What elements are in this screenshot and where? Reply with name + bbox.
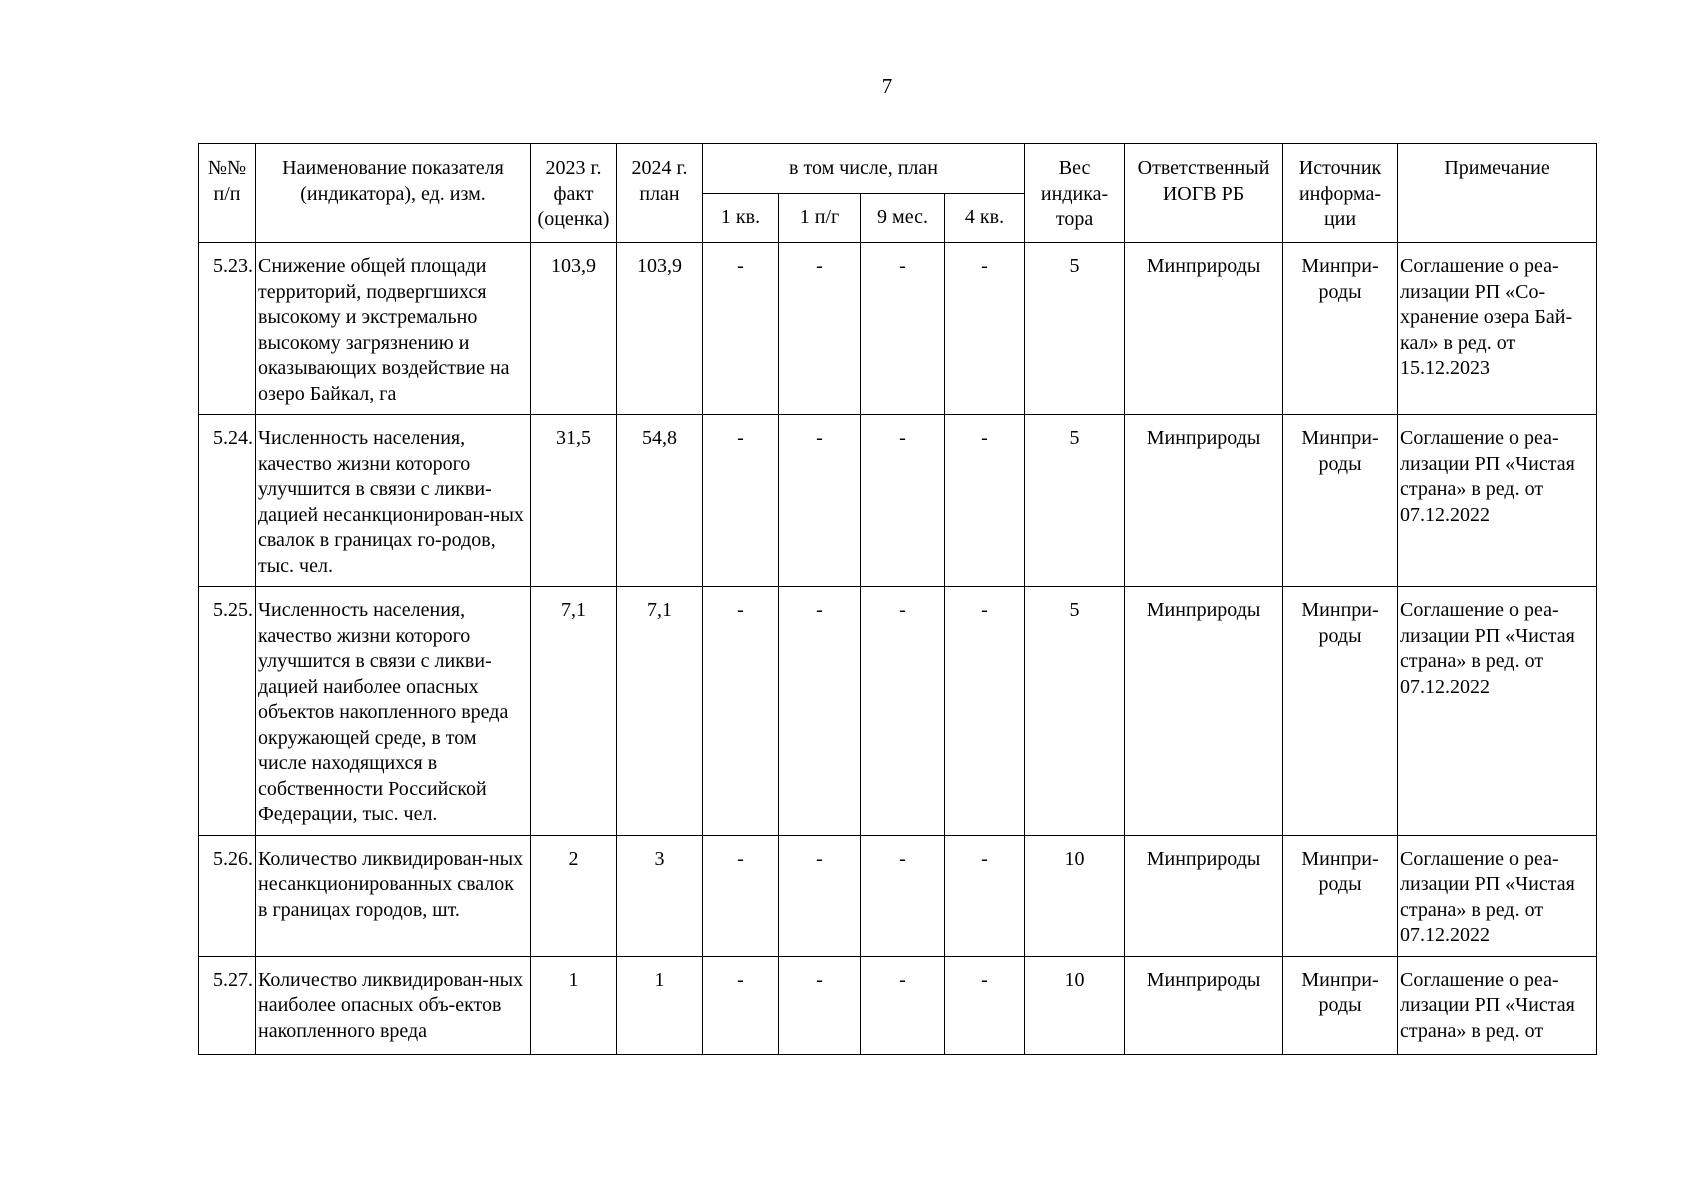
header-name: Наименование показателя (индикатора), ед. изм. [256,144,531,243]
cell-note: Соглашение о реа-лизации РП «Чистая страна» в ред. от 07.12.2022 [1398,415,1597,587]
cell-name: Количество ликвидирован-ных несанкционированных свалок в границах городов, шт. [256,835,531,956]
cell-9m: - [861,243,945,415]
header-9m: 9 мес. [861,194,945,243]
cell-q1: - [703,415,779,587]
cell-2023: 103,9 [531,243,617,415]
header-q4: 4 кв. [945,194,1025,243]
cell-num: 5.25. [199,587,256,836]
header-weight: Вес индика-тора [1025,144,1125,243]
cell-q4: - [945,587,1025,836]
cell-2023: 31,5 [531,415,617,587]
header-h1: 1 п/г [779,194,861,243]
table-row [199,956,1597,1054]
table-row [199,415,1597,587]
cell-q1: - [703,243,779,415]
cell-h1: - [779,243,861,415]
page-number: 7 [881,74,893,98]
cell-2024: 103,9 [617,243,703,415]
cell-q4: - [945,415,1025,587]
header-incl-plan: в том числе, план [703,144,1025,194]
cell-note: Соглашение о реа-лизации РП «Чистая страна» в ред. от 07.12.2022 [1398,835,1597,956]
cell-num: 5.24. [199,415,256,587]
cell-note: Соглашение о реа-лизации РП «Со-хранение озера Бай-кал» в ред. от 15.12.2023 [1398,243,1597,415]
cell-weight: 5 [1025,587,1125,836]
cell-weight: 10 [1025,956,1125,1054]
cell-2024: 7,1 [617,587,703,836]
cell-2024: 3 [617,835,703,956]
cell-9m: - [861,415,945,587]
cell-2024: 54,8 [617,415,703,587]
cell-responsible: Минприроды [1125,587,1283,836]
cell-source: Минпри-роды [1283,956,1398,1054]
cell-source: Минпри-роды [1283,587,1398,836]
cell-name: Количество ликвидирован-ных наиболее опасных объ-ектов накопленного вреда [256,956,531,1054]
cell-weight: 10 [1025,835,1125,956]
table-row [199,835,1597,956]
cell-num: 5.23. [199,243,256,415]
cell-2024: 1 [617,956,703,1054]
table-header [199,144,1597,243]
cell-2023: 7,1 [531,587,617,836]
header-num: №№ п/п [199,144,256,243]
header-2024: 2024 г. план [617,144,703,243]
cell-q1: - [703,835,779,956]
cell-9m: - [861,587,945,836]
table-row [199,587,1597,836]
indicators-table [198,143,1597,1055]
cell-source: Минпри-роды [1283,415,1398,587]
cell-responsible: Минприроды [1125,835,1283,956]
cell-source: Минпри-роды [1283,835,1398,956]
header-source: Источник информа-ции [1283,144,1398,243]
cell-name: Численность населения, качество жизни которого улучшится в связи с ликви-дацией несанкционирован-ных свалок в границах го-родов, тыс. чел. [256,415,531,587]
header-2023: 2023 г. факт (оценка) [531,144,617,243]
cell-2023: 1 [531,956,617,1054]
table-row [199,243,1597,415]
cell-q4: - [945,243,1025,415]
cell-responsible: Минприроды [1125,415,1283,587]
cell-q4: - [945,835,1025,956]
cell-weight: 5 [1025,243,1125,415]
cell-name: Численность населения, качество жизни которого улучшится в связи с ликви-дацией наиболее опасных объектов накопленного вреда окружающей среде, в том числе находящихся в собственности Российской Федерации, тыс. чел. [256,587,531,836]
cell-note: Соглашение о реа-лизации РП «Чистая страна» в ред. от 07.12.2022 [1398,587,1597,836]
cell-h1: - [779,835,861,956]
cell-q1: - [703,956,779,1054]
header-q1: 1 кв. [703,194,779,243]
cell-note: Соглашение о реа-лизации РП «Чистая страна» в ред. от [1398,956,1597,1054]
cell-responsible: Минприроды [1125,956,1283,1054]
cell-h1: - [779,415,861,587]
cell-num: 5.27. [199,956,256,1054]
cell-responsible: Минприроды [1125,243,1283,415]
header-note: Примечание [1398,144,1597,243]
cell-2023: 2 [531,835,617,956]
cell-h1: - [779,956,861,1054]
cell-9m: - [861,835,945,956]
table-body [199,243,1597,1055]
cell-9m: - [861,956,945,1054]
cell-q4: - [945,956,1025,1054]
header-responsible: Ответственный ИОГВ РБ [1125,144,1283,243]
cell-q1: - [703,587,779,836]
cell-name: Снижение общей площади территорий, подвергшихся высокому и экстремально высокому загрязнению и оказывающих воздействие на озеро Байкал, га [256,243,531,415]
cell-source: Минпри-роды [1283,243,1398,415]
cell-num: 5.26. [199,835,256,956]
cell-weight: 5 [1025,415,1125,587]
cell-h1: - [779,587,861,836]
